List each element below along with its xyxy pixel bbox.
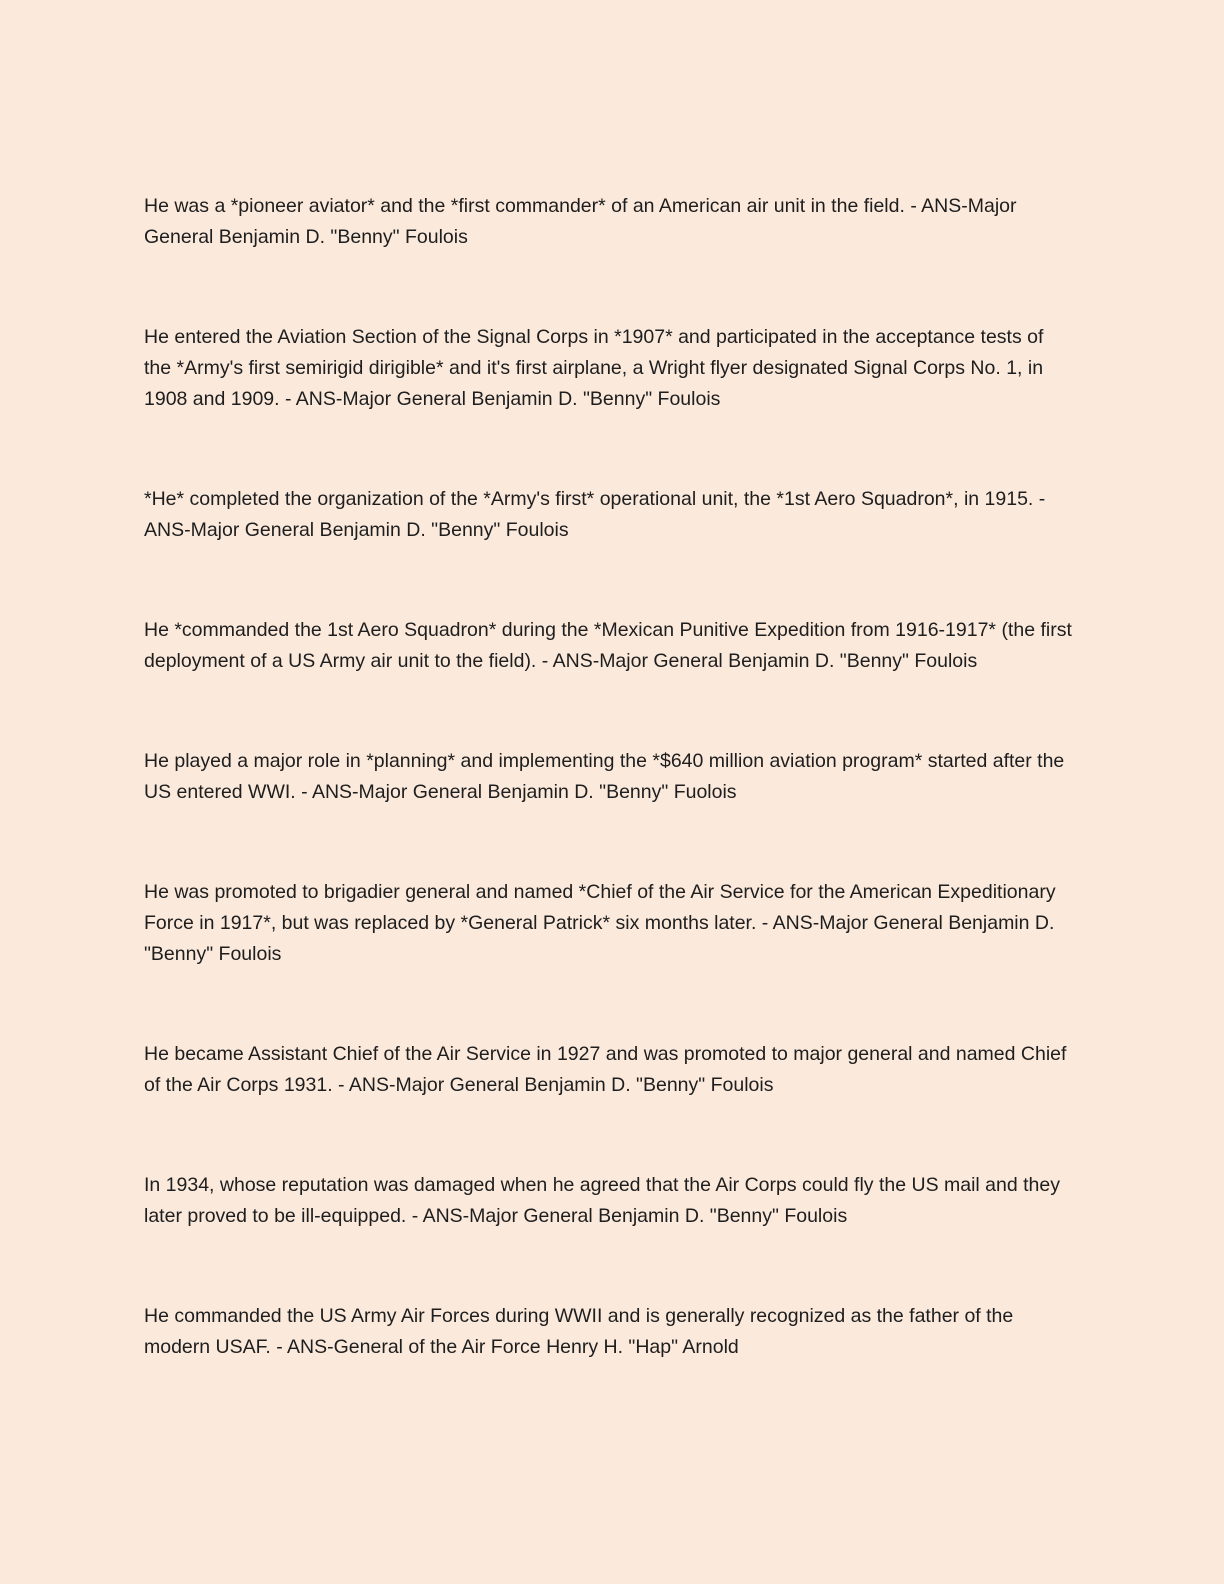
flashcard-entry: He *commanded the 1st Aero Squadron* during the *Mexican Punitive Expedition from 1916-1917* (the first deployment of a US Army air unit to the field). - ANS-Major General Benjamin D. "Benny" Foulois: [144, 619, 1072, 672]
flashcard-entry: He became Assistant Chief of the Air Service in 1927 and was promoted to major general and named Chief of the Air Corps 1931. - ANS-Major General Benjamin D. "Benny" Foulois: [144, 1043, 1067, 1096]
flashcard-entry: *He* completed the organization of the *Army's first* operational unit, the *1st Aero Squadron*, in 1915. - ANS-Major General Benjamin D. "Benny" Foulois: [144, 488, 1046, 541]
flashcard-entry: He was a *pioneer aviator* and the *first commander* of an American air unit in the field. - ANS-Major General Benjamin D. "Benny" Foulois: [144, 195, 1017, 248]
flashcard-entry: He was promoted to brigadier general and named *Chief of the Air Service for the American Expeditionary Force in 1917*, but was replaced by *General Patrick* six months later. - ANS-Major General Benjamin D. "Benny" Foulois: [144, 881, 1056, 965]
flashcard-entry: He played a major role in *planning* and implementing the *$640 million aviation program* started after the US entered WWI. - ANS-Major General Benjamin D. "Benny" Fuolois: [144, 750, 1065, 803]
flashcard-entry: In 1934, whose reputation was damaged when he agreed that the Air Corps could fly the US mail and they later proved to be ill-equipped. - ANS-Major General Benjamin D. "Benny" Foulois: [144, 1174, 1060, 1227]
flashcard-entry: He entered the Aviation Section of the Signal Corps in *1907* and participated in the acceptance tests of the *Army's first semirigid dirigible* and it's first airplane, a Wright flyer designated Signal Corps No. 1, in 1908 and 1909. - ANS-Major General Benjamin D. "Benny" Foulois: [144, 326, 1044, 410]
flashcard-entry: He commanded the US Army Air Forces during WWII and is generally recognized as the father of the modern USAF. - ANS-General of the Air Force Henry H. "Hap" Arnold: [144, 1305, 1014, 1358]
